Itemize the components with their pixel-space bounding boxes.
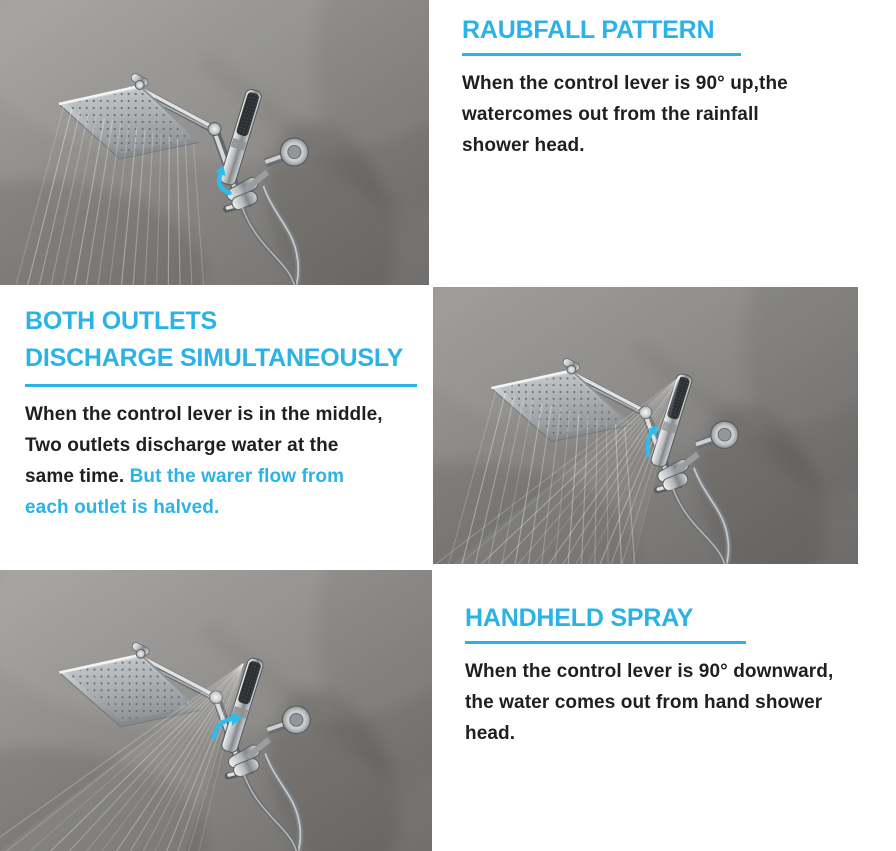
body-line: same time. But the warer flow from [25,466,345,487]
rainfall-pattern-section [462,14,788,161]
body-line: each outlet is halved. [25,497,220,518]
handheld-spray-section [465,602,833,749]
body-line: When the control lever is 90° downward, [465,661,834,682]
body-line: the water comes out from hand shower [465,692,823,713]
section-body [25,399,417,523]
body-line: When the control lever is in the middle, [25,404,383,425]
body-line: head. [465,723,516,744]
section-heading: DISCHARGE SIMULTANEOUSLY [25,344,404,372]
section-heading: BOTH OUTLETS [25,307,218,335]
heading-underline [465,641,746,644]
body-line: Two outlets discharge water at the [25,435,339,456]
section-heading: HANDHELD SPRAY [465,604,694,632]
rainfall-photo [0,0,429,285]
section-body [462,68,788,161]
section-body [465,656,833,749]
body-line: shower head. [462,135,585,156]
body-line: watercomes out from the rainfall [462,104,759,125]
section-heading: RAUBFALL PATTERN [462,16,715,44]
body-line: When the control lever is 90° up,the [462,73,788,94]
heading-underline [25,384,417,387]
both-outlets-section [25,303,417,523]
handheld-photo [0,570,432,851]
heading-underline [462,53,741,56]
both-outlets-photo [433,287,858,564]
